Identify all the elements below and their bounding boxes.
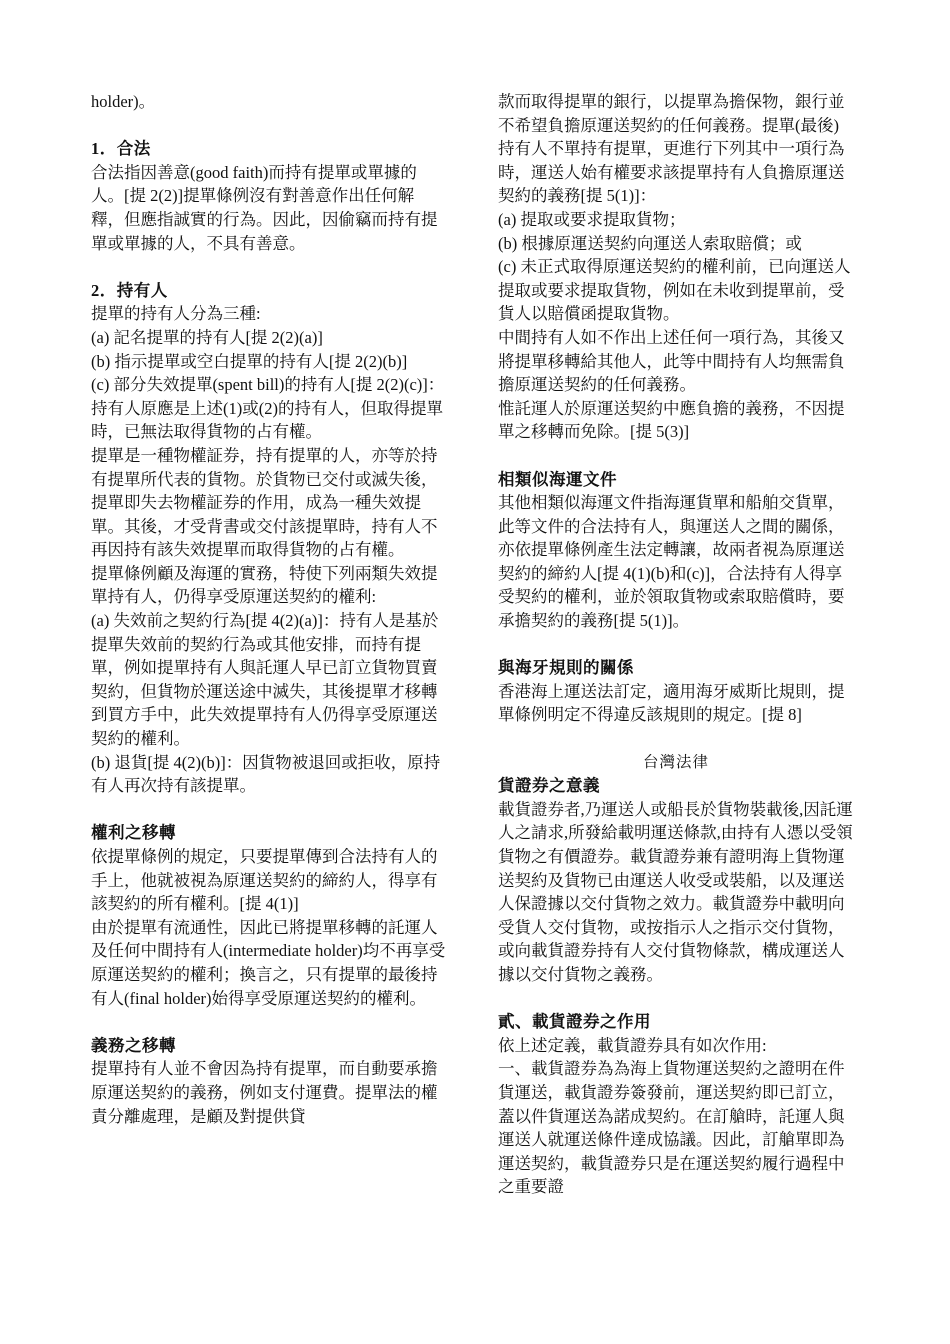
section-heading-legal: 1．合法: [91, 139, 151, 159]
holder-paragraph-2: 提單條例顧及海運的實務，特使下列兩類失效提單持有人，仍得享受原運送契約的權利:: [91, 563, 438, 607]
taiwan-law-label: 台灣法律: [642, 753, 709, 771]
section-heading-holder: 2．持有人: [91, 280, 168, 300]
similar-documents-paragraph: 其他相類似海運文件指海運貨單和船舶交貨單，此等文件的合法持有人，與運送人之間的關係，亦依提單條例產生法定轉讓，故兩者視為原運送契約的締約人[提 4(1)(b)和(c)]，合法持有人得享受契約的權利，並於領取貨物或索取賠償時，要承擔契約的義務[提 5(1)]。: [498, 493, 845, 631]
bill-function-point-1: 一、載貨證券為為海上貨物運送契約之證明在件貨運送，載貨證券簽發前，運送契約即已訂立，蓋以件貨運送為諾成契約。在訂艙時，託運人與運送人就運送條件達成協議。因此，訂艙單即為運送契約，載貨證券只是在運送契約履行過程中之重要證: [498, 1059, 845, 1197]
duty-item-c: (c) 未正式取得原運送契約的權利前，已向運送人提取或要求提取貨物，例如在未收到提單前，受貨人以賠償函提取貨物。: [498, 257, 851, 324]
rights-transfer-paragraph-2: 由於提單有流通性，因此已將提單移轉的託運人及任何中間持有人(intermediate holder)均不再享受原運送契約的權利；換言之，只有提單的最後持有人(final holder)始得享受原運送契約的權利。: [91, 917, 446, 1008]
holder-item-c: (c) 部分失效提單(spent bill)的持有人[提 2(2)(c)]：持有人原應是上述(1)或(2)的持有人，但取得提單時，已無法取得貨物的占有權。: [91, 375, 445, 442]
rights-transfer-paragraph-1: 依提單條例的規定，只要提單傳到合法持有人的手上，他就被視為原運送契約的締約人，得享有該契約的所有權利。[提 4(1)]: [91, 847, 438, 914]
section-heading-similar-documents: 相類似海運文件: [498, 469, 617, 489]
right-column: [498, 90, 854, 1199]
spent-bill-item-b: (b) 退貨[提 4(2)(b)]：因貨物被退回或拒收，原持有人再次持有該提單。: [91, 752, 441, 796]
duty-item-b: (b) 根據原運送契約向運送人索取賠償；或: [498, 233, 802, 253]
duty-item-a: (a) 提取或要求提取貨物；: [498, 209, 686, 229]
opening-fragment: holder)。: [91, 92, 156, 111]
section-heading-hague-rules: 與海牙規則的關係: [498, 658, 634, 678]
duty-transfer-paragraph: 提單持有人並不會因為持有提單，而自動要承擔原運送契約的義務，例如支付運費。提單法的權責分離處理，是顧及對提供貸: [91, 1059, 438, 1126]
hague-rules-paragraph: 香港海上運送法訂定，適用海牙威斯比規則，提單條例明定不得違反該規則的規定。[提 8]: [498, 681, 845, 725]
section-heading-bill-meaning: 貨證券之意義: [498, 776, 600, 796]
holder-intro: 提單的持有人分為三種:: [91, 304, 261, 324]
bill-function-intro: 依上述定義，載貨證券具有如次作用:: [498, 1035, 767, 1055]
holder-paragraph-1: 提單是一種物權証券，持有提單的人，亦等於持有提單所代表的貨物。於貨物已交付或滅失後，提單即失去物權証券的作用，成為一種失效提單。其後，才受背書或交付該提單時，持有人不再因持有該失效提單而取得貨物的占有權。: [91, 445, 438, 560]
duty-transfer-continued: 款而取得提單的銀行，以提單為擔保物，銀行並不希望負擔原運送契約的任何義務。提單(最後)持有人不單持有提單，更進行下列其中一項行為時，運送人始有權要求該提單持有人負擔原運送契約的義務[提 5(1)]：: [498, 92, 845, 206]
shipper-duty-paragraph: 惟託運人於原運送契約中應負擔的義務，不因提單之移轉而免除。[提 5(3)]: [498, 398, 845, 442]
section-heading-rights-transfer: 權利之移轉: [91, 823, 176, 843]
legal-paragraph: 合法指因善意(good faith)而持有提單或單據的人。[提 2(2)]提單條例沒有對善意作出任何解釋，但應指誠實的行為。因此，因偷竊而持有提單或單據的人，不具有善意。: [91, 162, 438, 253]
holder-item-a: (a) 記名提單的持有人[提 2(2)(a)]: [91, 327, 323, 347]
spent-bill-item-a: (a) 失效前之契約行為[提 4(2)(a)]：持有人是基於提單失效前的契約行為或其他安排，而持有提單，例如提單持有人與託運人早已訂立貨物買賣契約，但貨物於運送途中滅失，其後提單才移轉到買方手中，此失效提單持有人仍得享受原運送契約的權利。: [91, 611, 439, 749]
left-column: [91, 90, 447, 1128]
intermediate-holder-paragraph: 中間持有人如不作出上述任何一項行為，其後又將提單移轉給其他人，此等中間持有人均無需負擔原運送契約的任何義務。: [498, 327, 845, 395]
bill-meaning-paragraph: 載貨證券者,乃運送人或船長於貨物裝載後,因託運人之請求,所發給載明運送條款,由持有人憑以受領貨物之有價證券。載貨證券兼有證明海上貨物運送契約及貨物已由運送人收受或裝船，以及運送人保證據以交付貨物之效力。載貨證券中載明向受貨人交付貨物，或按指示人之指示交付貨物，或向載貨證券持有人交付貨物條款，構成運送人據以交付貨物之義務。: [498, 799, 853, 984]
section-heading-duty-transfer: 義務之移轉: [91, 1035, 176, 1055]
section-heading-bill-function: 貳、載貨證券之作用: [498, 1012, 651, 1032]
holder-item-b: (b) 指示提單或空白提單的持有人[提 2(2)(b)]: [91, 351, 408, 371]
